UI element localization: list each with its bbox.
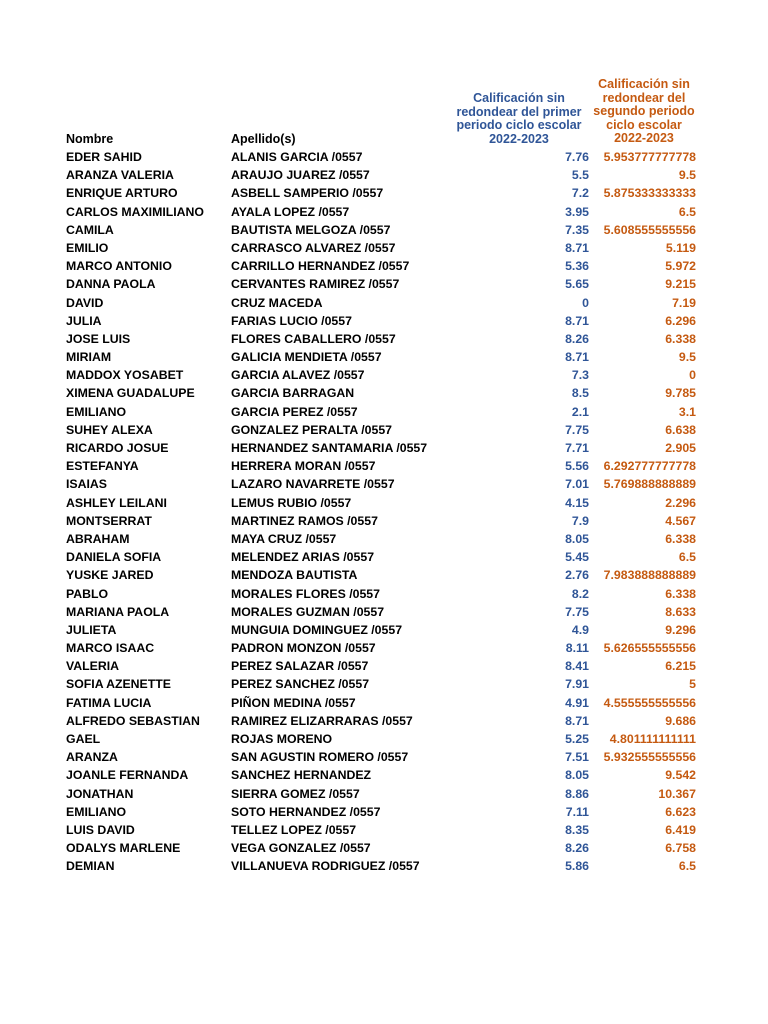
table-row — [0, 294, 768, 312]
cell-nombre: JULIA — [66, 313, 102, 328]
cell-second-period: 3.1 — [678, 404, 696, 419]
grades-table-body — [0, 148, 768, 876]
cell-nombre: RICARDO JOSUE — [66, 441, 169, 455]
table-row — [0, 166, 768, 184]
cell-apellido: MORALES FLORES /0557 — [231, 586, 380, 601]
table-row — [0, 148, 768, 166]
cell-apellido: CRUZ MACEDA — [231, 295, 323, 310]
header-second-period: Calificación sin redondear del segundo periodo ciclo escolar 2022-2023 — [593, 77, 695, 146]
table-row — [0, 221, 768, 239]
cell-nombre: VALERIA — [66, 659, 120, 674]
cell-second-period: 5.972 — [665, 259, 696, 274]
cell-second-period: 6.623 — [665, 804, 696, 819]
table-row — [0, 530, 768, 548]
cell-first-period: 2.1 — [571, 404, 589, 419]
cell-second-period: 9.5 — [678, 168, 696, 183]
cell-nombre: SOFIA AZENETTE — [66, 677, 171, 692]
cell-second-period: 5.769888888889 — [603, 477, 696, 492]
cell-nombre: MADDOX YOSABET — [66, 368, 184, 383]
cell-second-period: 2.296 — [665, 495, 696, 510]
table-row — [0, 821, 768, 839]
cell-nombre: DAVID — [66, 295, 104, 310]
cell-first-period: 5.86 — [565, 859, 589, 874]
cell-nombre: LUIS DAVID — [66, 822, 135, 837]
cell-first-period: 7.01 — [565, 477, 589, 492]
table-row — [0, 366, 768, 384]
cell-second-period: 5.875333333333 — [603, 186, 696, 201]
table-row — [0, 257, 768, 275]
cell-second-period: 6.338 — [665, 531, 696, 546]
cell-first-period: 7.11 — [565, 804, 589, 819]
table-row — [0, 239, 768, 257]
cell-nombre: GAEL — [66, 732, 101, 746]
cell-second-period: 6.338 — [665, 331, 696, 346]
cell-apellido: PEREZ SALAZAR /0557 — [231, 659, 369, 674]
cell-nombre: ARANZA VALERIA — [66, 168, 174, 183]
cell-first-period: 8.05 — [565, 768, 589, 783]
cell-second-period: 9.542 — [665, 768, 696, 783]
header-first-period: Calificación sin redondear del primer periodo ciclo escolar 2022-2023 — [456, 91, 582, 146]
cell-second-period: 10.367 — [658, 786, 696, 801]
cell-second-period: 7.19 — [672, 295, 696, 310]
cell-apellido: SOTO HERNANDEZ /0557 — [231, 804, 381, 819]
cell-apellido: PEREZ SANCHEZ /0557 — [231, 677, 370, 692]
cell-second-period: 9.215 — [665, 277, 696, 292]
cell-apellido: VILLANUEVA RODRIGUEZ /0557 — [231, 859, 420, 874]
table-row — [0, 330, 768, 348]
cell-apellido: LEMUS RUBIO /0557 — [231, 495, 352, 510]
table-row — [0, 621, 768, 639]
cell-first-period: 8.41 — [565, 659, 589, 674]
table-row — [0, 548, 768, 566]
table-row — [0, 785, 768, 803]
cell-apellido: MUNGUIA DOMINGUEZ /0557 — [231, 622, 403, 637]
cell-apellido: CARRILLO HERNANDEZ /0557 — [231, 259, 410, 274]
cell-first-period: 5.5 — [571, 168, 589, 183]
cell-nombre: JOANLE FERNANDA — [66, 768, 189, 783]
cell-apellido: MORALES GUZMAN /0557 — [231, 604, 385, 619]
cell-second-period: 6.638 — [665, 422, 696, 437]
cell-first-period: 2.76 — [565, 568, 589, 583]
cell-second-period: 9.296 — [665, 622, 696, 637]
cell-nombre: DANIELA SOFIA — [66, 550, 162, 565]
cell-first-period: 8.71 — [565, 240, 589, 255]
cell-first-period: 5.56 — [565, 459, 589, 474]
cell-first-period: 0 — [582, 295, 589, 310]
table-row — [0, 384, 768, 402]
cell-second-period: 6.215 — [665, 659, 696, 674]
cell-second-period: 9.686 — [665, 713, 696, 728]
cell-first-period: 8.86 — [565, 786, 589, 801]
cell-nombre: MIRIAM — [66, 350, 112, 365]
table-row — [0, 275, 768, 293]
cell-nombre: ESTEFANYA — [66, 459, 139, 474]
cell-first-period: 7.35 — [565, 222, 589, 237]
cell-apellido: MAYA CRUZ /0557 — [231, 531, 337, 546]
cell-nombre: FATIMA LUCIA — [66, 695, 152, 710]
cell-apellido: HERRERA MORAN /0557 — [231, 459, 376, 474]
cell-apellido: TELLEZ LOPEZ /0557 — [231, 822, 357, 837]
cell-first-period: 8.5 — [571, 386, 589, 401]
cell-apellido: GALICIA MENDIETA /0557 — [231, 350, 382, 365]
table-row — [0, 566, 768, 584]
cell-apellido: ARAUJO JUAREZ /0557 — [231, 168, 370, 183]
cell-nombre: CAMILA — [66, 222, 114, 237]
cell-first-period: 7.76 — [565, 150, 589, 164]
cell-first-period: 8.05 — [565, 531, 589, 546]
cell-second-period: 9.785 — [665, 386, 696, 401]
cell-apellido: HERNANDEZ SANTAMARIA /0557 — [231, 441, 428, 455]
cell-first-period: 5.65 — [565, 277, 589, 292]
cell-apellido: ROJAS MORENO — [231, 732, 333, 746]
cell-first-period: 8.71 — [565, 313, 589, 328]
cell-first-period: 4.91 — [565, 695, 589, 710]
cell-second-period: 9.5 — [678, 350, 696, 365]
cell-apellido: CERVANTES RAMIREZ /0557 — [231, 277, 400, 292]
cell-first-period: 8.71 — [565, 350, 589, 365]
cell-apellido: PADRON MONZON /0557 — [231, 641, 376, 656]
cell-nombre: PABLO — [66, 586, 109, 601]
table-row — [0, 857, 768, 875]
table-row — [0, 439, 768, 457]
cell-first-period: 7.75 — [565, 422, 589, 437]
cell-first-period: 5.36 — [565, 259, 589, 274]
cell-apellido: SANCHEZ HERNANDEZ — [231, 768, 372, 783]
table-row — [0, 839, 768, 857]
header-apellido: Apellido(s) — [231, 132, 296, 146]
cell-first-period: 8.11 — [565, 641, 589, 656]
table-row — [0, 639, 768, 657]
cell-apellido: MENDOZA BAUTISTA — [231, 568, 358, 583]
cell-second-period: 6.5 — [678, 859, 696, 874]
cell-second-period: 2.905 — [665, 441, 696, 455]
cell-first-period: 7.75 — [565, 604, 589, 619]
cell-nombre: ODALYS MARLENE — [66, 841, 181, 856]
table-row — [0, 730, 768, 748]
cell-apellido: ASBELL SAMPERIO /0557 — [231, 186, 384, 201]
cell-first-period: 7.3 — [571, 368, 589, 383]
cell-apellido: LAZARO NAVARRETE /0557 — [231, 477, 395, 492]
cell-nombre: MARCO ANTONIO — [66, 259, 172, 274]
cell-first-period: 8.26 — [565, 331, 589, 346]
cell-apellido: BAUTISTA MELGOZA /0557 — [231, 222, 391, 237]
cell-first-period: 3.95 — [565, 204, 589, 219]
cell-nombre: ARANZA — [66, 750, 118, 765]
cell-apellido: MELENDEZ ARIAS /0557 — [231, 550, 375, 565]
cell-second-period: 5.626555555556 — [603, 641, 696, 656]
cell-apellido: SIERRA GOMEZ /0557 — [231, 786, 360, 801]
cell-nombre: ENRIQUE ARTURO — [66, 186, 178, 201]
cell-first-period: 5.25 — [565, 732, 589, 746]
table-row — [0, 585, 768, 603]
cell-second-period: 5.953777777778 — [603, 150, 696, 164]
cell-first-period: 7.9 — [571, 513, 589, 528]
cell-nombre: JOSE LUIS — [66, 331, 131, 346]
cell-first-period: 8.35 — [565, 822, 589, 837]
cell-apellido: AYALA LOPEZ /0557 — [231, 204, 350, 219]
cell-second-period: 6.5 — [678, 204, 696, 219]
cell-second-period: 6.296 — [665, 313, 696, 328]
cell-nombre: YUSKE JARED — [66, 568, 154, 583]
table-row — [0, 421, 768, 439]
table-row — [0, 712, 768, 730]
cell-apellido: MARTINEZ RAMOS /0557 — [231, 513, 378, 528]
cell-apellido: ALANIS GARCIA /0557 — [231, 150, 363, 164]
table-row — [0, 403, 768, 421]
table-row — [0, 603, 768, 621]
table-row — [0, 694, 768, 712]
cell-first-period: 7.2 — [571, 186, 589, 201]
cell-first-period: 4.9 — [571, 622, 589, 637]
cell-apellido: GONZALEZ PERALTA /0557 — [231, 422, 393, 437]
table-row — [0, 748, 768, 766]
cell-nombre: XIMENA GUADALUPE — [66, 386, 195, 401]
cell-nombre: ALFREDO SEBASTIAN — [66, 713, 200, 728]
table-row — [0, 457, 768, 475]
cell-nombre: EDER SAHID — [66, 150, 142, 164]
cell-first-period: 7.91 — [565, 677, 589, 692]
cell-apellido: GARCIA PEREZ /0557 — [231, 404, 358, 419]
table-row — [0, 766, 768, 784]
table-row — [0, 657, 768, 675]
table-row — [0, 512, 768, 530]
cell-second-period: 5 — [689, 677, 696, 692]
cell-apellido: SAN AGUSTIN ROMERO /0557 — [231, 750, 409, 765]
cell-nombre: ISAIAS — [66, 477, 107, 492]
cell-nombre: ABRAHAM — [66, 531, 130, 546]
table-row — [0, 675, 768, 693]
cell-apellido: RAMIREZ ELIZARRARAS /0557 — [231, 713, 413, 728]
cell-first-period: 8.26 — [565, 841, 589, 856]
cell-nombre: ASHLEY LEILANI — [66, 495, 167, 510]
cell-nombre: EMILIANO — [66, 404, 127, 419]
cell-apellido: GARCIA BARRAGAN — [231, 386, 355, 401]
cell-apellido: VEGA GONZALEZ /0557 — [231, 841, 371, 856]
cell-nombre: MONTSERRAT — [66, 513, 152, 528]
cell-nombre: CARLOS MAXIMILIANO — [66, 204, 204, 219]
cell-first-period: 8.2 — [571, 586, 589, 601]
table-row — [0, 475, 768, 493]
cell-nombre: JULIETA — [66, 622, 117, 637]
cell-second-period: 5.608555555556 — [603, 222, 696, 237]
cell-second-period: 6.758 — [665, 841, 696, 856]
cell-nombre: EMILIO — [66, 240, 109, 255]
cell-second-period: 5.119 — [665, 240, 696, 255]
cell-second-period: 4.801111111111 — [609, 732, 696, 746]
table-row — [0, 494, 768, 512]
table-row — [0, 348, 768, 366]
cell-nombre: DEMIAN — [66, 859, 115, 874]
cell-nombre: MARIANA PAOLA — [66, 604, 170, 619]
table-row — [0, 312, 768, 330]
cell-nombre: SUHEY ALEXA — [66, 422, 153, 437]
cell-second-period: 4.555555555556 — [603, 695, 696, 710]
cell-apellido: GARCIA ALAVEZ /0557 — [231, 368, 365, 383]
cell-nombre: JONATHAN — [66, 786, 134, 801]
cell-first-period: 7.71 — [565, 441, 589, 455]
header-nombre: Nombre — [66, 132, 114, 146]
cell-second-period: 4.567 — [665, 513, 696, 528]
cell-apellido: FLORES CABALLERO /0557 — [231, 331, 396, 346]
cell-second-period: 6.5 — [678, 550, 696, 565]
cell-apellido: CARRASCO ALVAREZ /0557 — [231, 240, 396, 255]
cell-second-period: 6.419 — [665, 822, 696, 837]
table-row — [0, 803, 768, 821]
cell-first-period: 5.45 — [565, 550, 589, 565]
cell-nombre: MARCO ISAAC — [66, 641, 155, 656]
cell-first-period: 7.51 — [565, 750, 589, 765]
cell-nombre: DANNA PAOLA — [66, 277, 156, 292]
cell-second-period: 8.633 — [665, 604, 696, 619]
cell-second-period: 5.932555555556 — [603, 750, 696, 765]
cell-second-period: 7.983888888889 — [603, 568, 696, 583]
cell-apellido: PIÑON MEDINA /0557 — [231, 695, 356, 710]
cell-second-period: 6.338 — [665, 586, 696, 601]
table-row — [0, 184, 768, 202]
cell-first-period: 8.71 — [565, 713, 589, 728]
cell-second-period: 6.292777777778 — [603, 459, 696, 474]
cell-apellido: FARIAS LUCIO /0557 — [231, 313, 352, 328]
cell-first-period: 4.15 — [565, 495, 589, 510]
table-row — [0, 203, 768, 221]
cell-nombre: EMILIANO — [66, 804, 127, 819]
cell-second-period: 0 — [689, 368, 696, 383]
